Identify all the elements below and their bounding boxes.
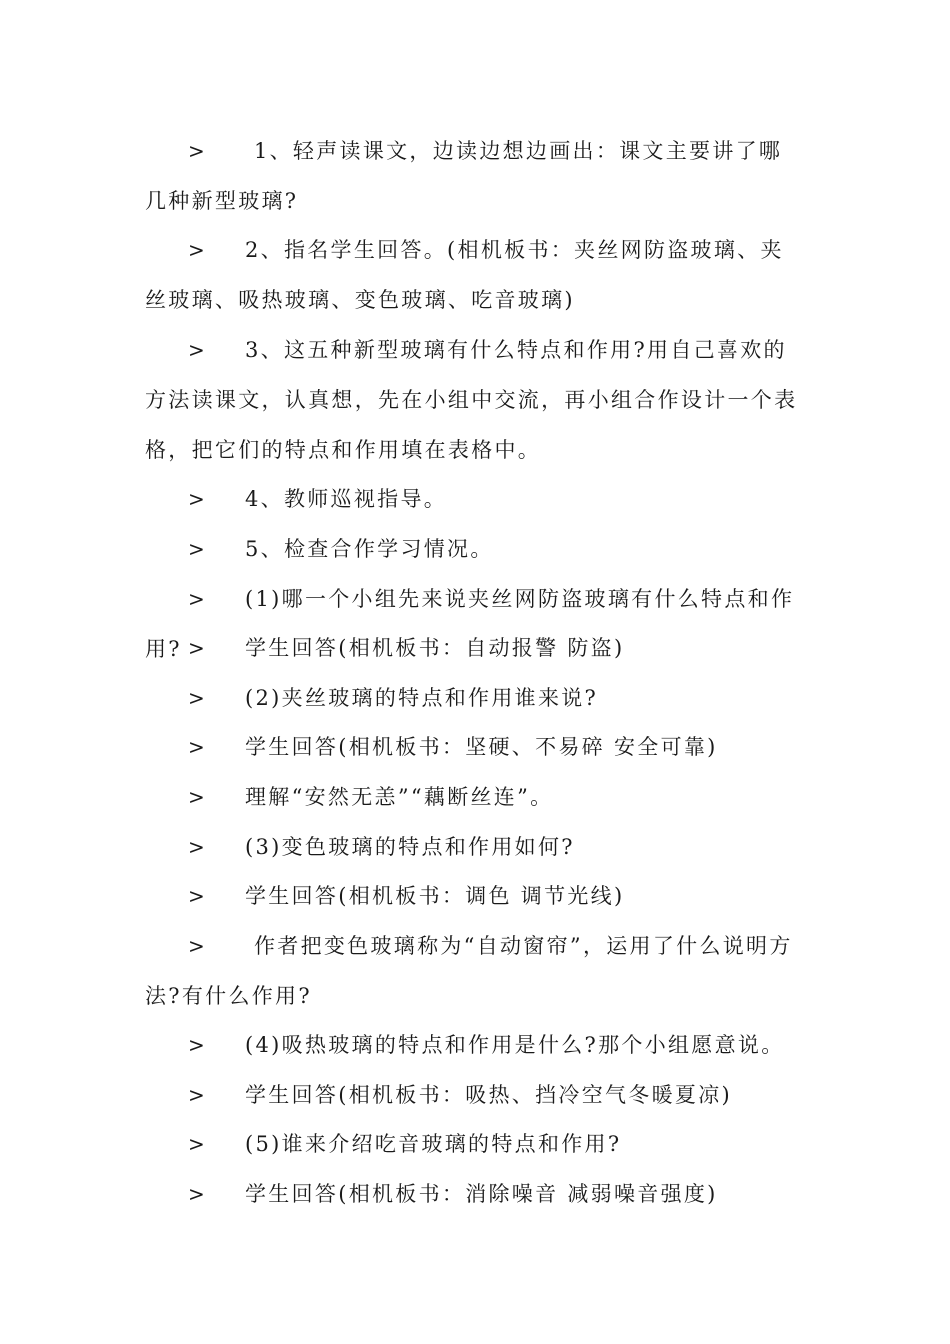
paragraph-text: (1)哪一个小组先来说夹丝网防盗玻璃有什么特点和作用? — [145, 587, 795, 661]
arrow-marker-icon: > — [188, 1132, 205, 1156]
arrow-marker-icon: > — [188, 238, 205, 262]
paragraph-text: 4、教师巡视指导。 — [245, 487, 448, 511]
arrow-marker-icon: > — [188, 835, 205, 859]
arrow-marker-icon: > — [188, 587, 205, 611]
paragraph-text: (4)吸热玻璃的特点和作用是什么?那个小组愿意说。 — [245, 1033, 785, 1057]
paragraph-text: 2、指名学生回答。(相机板书：夹丝网防盗玻璃、夹丝玻璃、吸热玻璃、变色玻璃、吃音玻璃) — [145, 238, 784, 312]
paragraph-2 — [145, 225, 805, 325]
arrow-marker-icon: > — [188, 686, 205, 710]
arrow-marker-icon: > — [188, 785, 205, 809]
arrow-marker-icon: > — [188, 1182, 205, 1206]
arrow-marker-icon: > — [188, 636, 205, 660]
paragraph-5 — [145, 524, 805, 574]
paragraph-text: 作者把变色玻璃称为“自动窗帘”，运用了什么说明方法?有什么作用? — [145, 934, 793, 1008]
paragraph-text: (5)谁来介绍吃音玻璃的特点和作用? — [245, 1132, 622, 1156]
paragraph-text: 理解“安然无恙”“藕断丝连”。 — [245, 785, 554, 809]
paragraph-12 — [145, 871, 805, 921]
paragraph-text: 学生回答(相机板书：消除噪音 减弱噪音强度) — [245, 1182, 718, 1206]
paragraph-16 — [145, 1119, 805, 1169]
arrow-marker-icon: > — [188, 139, 205, 163]
paragraph-text: (2)夹丝玻璃的特点和作用谁来说? — [245, 686, 599, 710]
paragraph-15 — [145, 1070, 805, 1120]
paragraph-text: 5、检查合作学习情况。 — [245, 537, 494, 561]
paragraph-3 — [145, 325, 805, 475]
arrow-marker-icon: > — [188, 884, 205, 908]
paragraph-text: (3)变色玻璃的特点和作用如何? — [245, 835, 575, 859]
paragraph-1 — [145, 126, 805, 226]
arrow-marker-icon: > — [188, 338, 205, 362]
paragraph-10 — [145, 772, 805, 822]
arrow-marker-icon: > — [188, 1033, 205, 1057]
arrow-marker-icon: > — [188, 735, 205, 759]
paragraph-13 — [145, 921, 805, 1021]
paragraph-8 — [145, 673, 805, 723]
paragraph-text: 3、这五种新型玻璃有什么特点和作用?用自己喜欢的方法读课文，认真想，先在小组中交流，再小组合作设计一个表格，把它们的特点和作用填在表格中。 — [145, 338, 798, 462]
arrow-marker-icon: > — [188, 1083, 205, 1107]
paragraph-17 — [145, 1169, 805, 1219]
paragraph-text: 学生回答(相机板书：调色 调节光线) — [245, 884, 625, 908]
paragraph-7 — [145, 623, 805, 673]
arrow-marker-icon: > — [188, 934, 205, 958]
paragraph-text: 学生回答(相机板书：自动报警 防盗) — [245, 636, 625, 660]
paragraph-14 — [145, 1020, 805, 1070]
paragraph-text: 学生回答(相机板书：吸热、挡冷空气冬暖夏凉) — [245, 1083, 732, 1107]
paragraph-9 — [145, 722, 805, 772]
paragraph-text: 学生回答(相机板书：坚硬、不易碎 安全可靠) — [245, 735, 718, 759]
arrow-marker-icon: > — [188, 537, 205, 561]
arrow-marker-icon: > — [188, 487, 205, 511]
paragraph-11 — [145, 822, 805, 872]
paragraph-text: 1、轻声读课文，边读边想边画出：课文主要讲了哪几种新型玻璃? — [145, 139, 783, 213]
paragraph-4 — [145, 474, 805, 524]
